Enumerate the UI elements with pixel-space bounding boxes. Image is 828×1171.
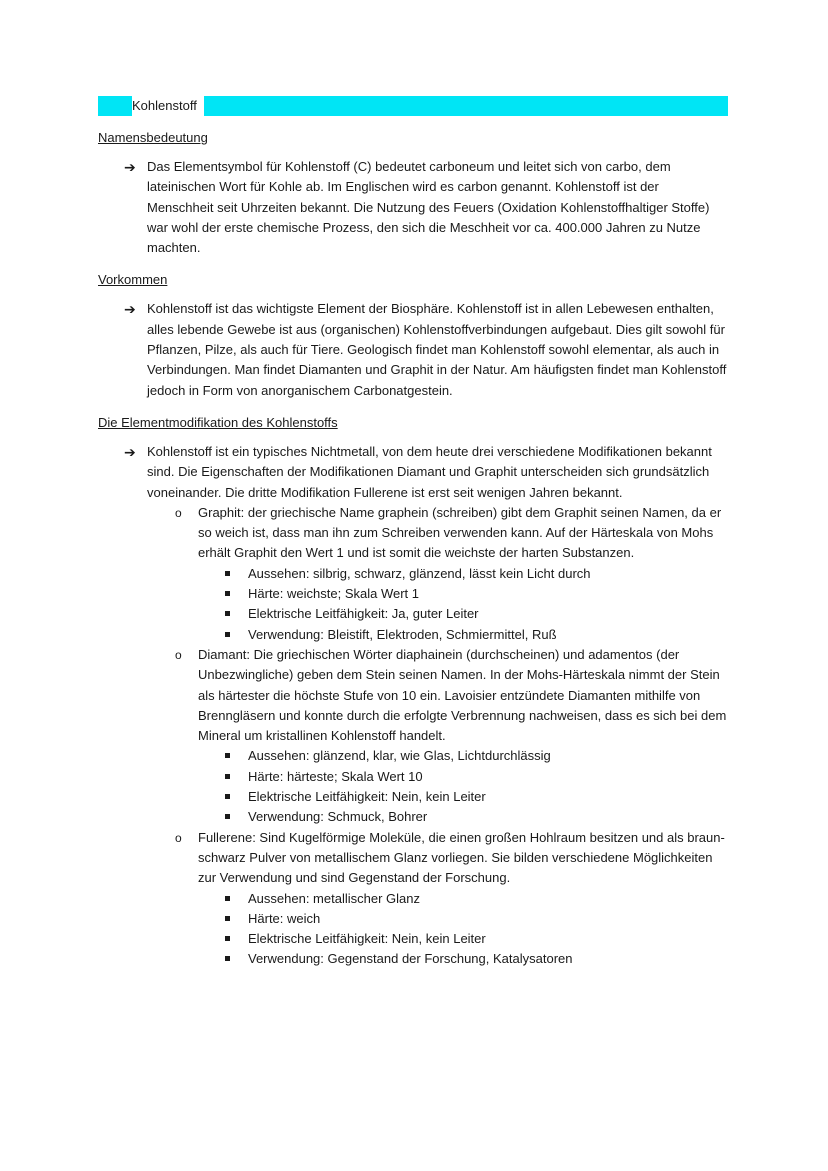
list-item: Elektrische Leitfähigkeit: Nein, kein Leiter (98, 929, 728, 949)
square-bullet-icon (225, 571, 230, 576)
square-bullet-icon (225, 591, 230, 596)
list-item: Verwendung: Schmuck, Bohrer (98, 807, 728, 827)
paragraph-namensbedeutung: ➔ Das Elementsymbol für Kohlenstoff (C) bedeutet carboneum und leitet sich von carbo, dem lateinischen Wort für Kohle ab. Im Englischen wird es carbon genannt. Kohlenstoff ist der Menschheit seit Uhrzeiten bekannt. Die Nutzung des Feuers (Oxidation Kohlenstoffhaltiger Stoffe) war wohl der erste chemische Prozess, den sich die Meschheit vor ca. 400.000 Jahren zu Nutze machten. (124, 159, 710, 256)
square-bullet-icon (225, 814, 230, 819)
arrow-icon: ➔ (124, 159, 136, 175)
paragraph-modifikation: ➔ Kohlenstoff ist ein typisches Nichtmetall, von dem heute drei verschiedene Modifikationen bekannt sind. Die Eigenschaften der Modifikationen Diamant und Graphit unterscheiden sich grundsätzlich voneinander. Die dritte Modifikation Fullerene ist erst seit wenigen Jahren bekannt. (124, 443, 712, 500)
list-item: Härte: härteste; Skala Wert 10 (98, 767, 728, 787)
arrow-icon: ➔ (124, 443, 136, 460)
square-bullet-icon (225, 916, 230, 921)
square-bullet-icon (225, 632, 230, 637)
circle-bullet-icon: o (175, 830, 182, 845)
list-item-fullerene: o Fullerene: Sind Kugelförmige Moleküle, die einen großen Hohlraum besitzen und als braun-schwarz Pulver von metallischem Glanz vorliegen. Sie bilden verschiedene Möglichkeiten zur Verwendung und sind Gegenstand der Forschung. (175, 829, 725, 886)
heading-modifikation: Die Elementmodifikation des Kohlenstoffs (98, 414, 338, 430)
list-item: Härte: weichste; Skala Wert 1 (98, 584, 728, 604)
title-highlight (98, 96, 728, 116)
list-item: Verwendung: Bleistift, Elektroden, Schmiermittel, Ruß (98, 625, 728, 645)
heading-vorkommen: Vorkommen (98, 272, 168, 288)
arrow-icon: ➔ (124, 301, 136, 318)
square-bullet-icon (225, 936, 230, 941)
square-bullet-icon (225, 956, 230, 961)
paragraph-vorkommen: ➔ Kohlenstoff ist das wichtigste Element der Biosphäre. Kohlenstoff ist in allen Lebewesen enthalten, alles lebende Gewebe ist aus (organischen) Kohlenstoffverbindungen aufgebaut. Dies gilt sowohl für Pflanzen, Pilze, als auch für Tiere. Geologisch findet man Kohlenstoff sowohl elementar, als auch in Verbindungen. Man findet Diamanten und Graphit in der Natur. Am häufigsten findet man Kohlenstoff jedoch in Form von anorganischem Carbonatgestein. (124, 301, 727, 398)
square-bullet-icon (225, 774, 230, 779)
document-title: Kohlenstoff (132, 98, 197, 113)
circle-bullet-icon: o (175, 647, 182, 662)
list-item: Elektrische Leitfähigkeit: Ja, guter Leiter (98, 604, 728, 624)
square-bullet-icon (225, 753, 230, 758)
list-item-graphit: o Graphit: der griechische Name graphein (schreiben) gibt dem Graphit seinen Namen, da er so weich ist, dass man ihn zum Schreiben verwenden kann. Auf der Härteskala von Mohs erhält Graphit den Wert 1 und ist somit die weichste der harten Substanzen. (175, 504, 722, 561)
list-item: Aussehen: glänzend, klar, wie Glas, Lichtdurchlässig (98, 746, 728, 766)
list-item: Aussehen: metallischer Glanz (98, 889, 728, 909)
square-bullet-icon (225, 794, 230, 799)
circle-bullet-icon: o (175, 505, 182, 520)
square-bullet-icon (225, 611, 230, 616)
square-bullet-icon (225, 896, 230, 901)
document-page (98, 96, 728, 970)
list-item: Verwendung: Gegenstand der Forschung, Katalysatoren (98, 949, 728, 969)
list-item: Elektrische Leitfähigkeit: Nein, kein Leiter (98, 787, 728, 807)
list-item: Härte: weich (98, 909, 728, 929)
list-item-diamant: o Diamant: Die griechischen Wörter diaphainein (durchscheinen) und adamentos (der Unbezwingliche) geben dem Stein seinen Namen. In der Mohs-Härteskala nimmt der Stein als härtester die höchste Stufe von 10 ein. Lavoisier entzündete Diamanten mithilfe von Brenngläsern und konnte durch die erfolgte Verbrennung nachweisen, dass es sich bei dem Mineral um kristallinen Kohlenstoff handelt. (175, 646, 727, 744)
list-item: Aussehen: silbrig, schwarz, glänzend, lässt kein Licht durch (98, 564, 728, 584)
heading-namensbedeutung: Namensbedeutung (98, 130, 208, 145)
